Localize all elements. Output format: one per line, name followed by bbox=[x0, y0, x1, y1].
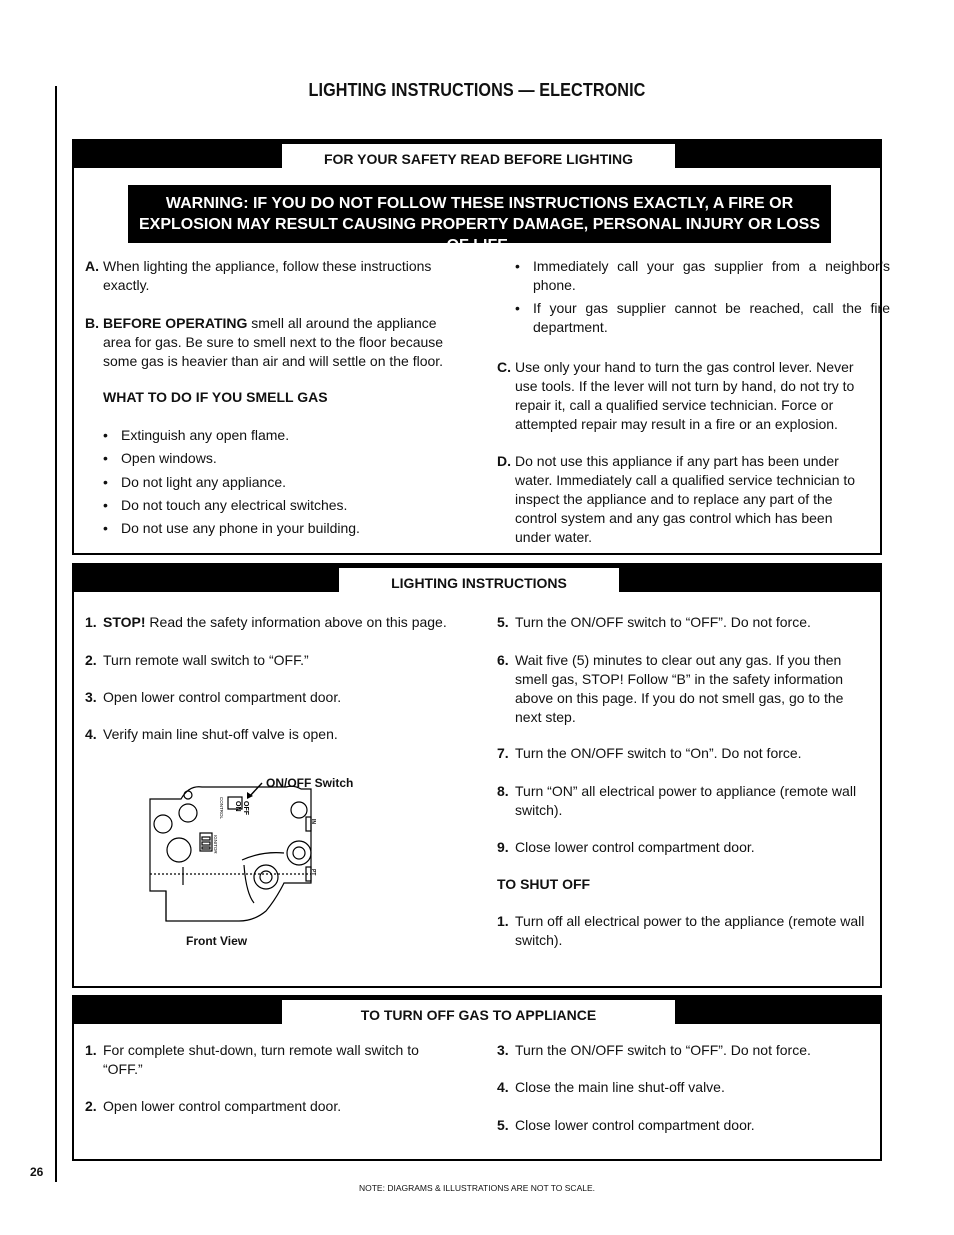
gas-valve-diagram bbox=[144, 775, 334, 935]
safety-item-d: D. Do not use this appliance if any part has been under water. Immediately call a qualified service technician to inspect the appliance and to replace any part of the control system and any gas control which has been under water. bbox=[497, 453, 856, 545]
on-label: ON bbox=[234, 801, 241, 812]
lighting-step-3: 3. Open lower control compartment door. bbox=[85, 689, 342, 705]
shut-off-step-1: 1. Turn off all electrical power to the appliance (remote wall switch). bbox=[497, 913, 865, 948]
on-off-switch-caption: ON/OFF Switch bbox=[266, 776, 354, 790]
lighting-step-7: 7. Turn the ON/OFF switch to “On”. Do not force. bbox=[497, 745, 802, 761]
safety-box bbox=[72, 139, 890, 555]
control-label: CONTROL bbox=[219, 797, 224, 820]
safety-item-c: C. Use only your hand to turn the gas control lever. Never use tools. If the lever will not turn by hand, do not try to repair it, call a qualified service technician. Force or attempted repair may result in a fire or an explosion. bbox=[497, 359, 855, 432]
turn-off-header: TO TURN OFF GAS TO APPLIANCE bbox=[282, 1000, 675, 1028]
page-title: LIGHTING INSTRUCTIONS — ELECTRONIC bbox=[308, 80, 646, 100]
shut-off-heading: TO SHUT OFF bbox=[497, 876, 591, 892]
pilot-adjust bbox=[254, 865, 278, 889]
front-view-caption: Front View bbox=[186, 934, 248, 948]
lighting-step-4: 4. Verify main line shut-off valve is open. bbox=[85, 726, 338, 742]
turn-off-step-1: 1. For complete shut-down, turn remote wall switch to “OFF.” bbox=[85, 1042, 419, 1077]
lighting-step-8: 8. Turn “ON” all electrical power to appliance (remote wall switch). bbox=[497, 783, 857, 818]
lighting-header: LIGHTING INSTRUCTIONS bbox=[339, 568, 619, 596]
margin-rule bbox=[55, 86, 57, 1182]
safety-item-a: A. When lighting the appliance, follow these instructions exactly. bbox=[85, 258, 432, 293]
lighting-step-1: 1. STOP! Read the safety information above on this page. bbox=[85, 614, 447, 630]
smell-item: • Do not light any appliance. bbox=[103, 473, 286, 492]
turn-off-step-3: 3. Turn the ON/OFF switch to “OFF”. Do not force. bbox=[497, 1042, 811, 1058]
lighting-step-5: 5. Turn the ON/OFF switch to “OFF”. Do not force. bbox=[497, 614, 811, 630]
call-supplier-item: • Immediately call your gas supplier from a neighbor’s phone. bbox=[515, 257, 890, 295]
smell-item: • Do not touch any electrical switches. bbox=[103, 496, 347, 515]
turn-off-step-2: 2. Open lower control compartment door. bbox=[85, 1098, 342, 1114]
ignitor-label: IGNITOR bbox=[213, 835, 218, 854]
off-label: OFF bbox=[242, 801, 249, 815]
lighting-step-2: 2. Turn remote wall switch to “OFF.” bbox=[85, 652, 309, 668]
valve-knob-left bbox=[167, 838, 191, 862]
lighting-header-bar bbox=[74, 565, 880, 592]
lighting-step-6: 6. Wait five (5) minutes to clear out any gas. If you then smell gas, STOP! Follow “B” in the safety information above on this page. If you do not smell gas, go to the next step. bbox=[497, 652, 844, 725]
lighting-step-9: 9. Close lower control compartment door. bbox=[497, 839, 755, 855]
turn-off-box bbox=[72, 995, 882, 1161]
turn-off-header-bar bbox=[74, 997, 880, 1024]
turn-off-step-4: 4. Close the main line shut-off valve. bbox=[497, 1079, 725, 1095]
page-number: 26 bbox=[30, 1165, 44, 1179]
safety-header: FOR YOUR SAFETY READ BEFORE LIGHTING bbox=[282, 144, 675, 172]
scale-note: NOTE: DIAGRAMS & ILLUSTRATIONS ARE NOT TO SCALE. bbox=[358, 1183, 595, 1193]
safety-item-b: B. BEFORE OPERATING smell all around the appliance area for gas. Be sure to smell next to the floor because some gas is heavier than air and will settle on the floor. bbox=[85, 315, 444, 369]
gas-inlet bbox=[287, 841, 311, 865]
smell-item: • Extinguish any open flame. bbox=[103, 426, 289, 445]
in-label: IN bbox=[310, 819, 316, 824]
smell-item: • Open windows. bbox=[103, 449, 217, 468]
warning-banner: WARNING: IF YOU DO NOT FOLLOW THESE INSTRUCTIONS EXACTLY, A FIRE OR EXPLOSION MAY RESULT CAUSING PROPERTY DAMAGE, PERSONAL INJURY OR LOSS OF LIFE. bbox=[128, 185, 831, 243]
call-fire-item: • If your gas supplier cannot be reached, call the fire department. bbox=[515, 299, 890, 337]
turn-off-step-5: 5. Close lower control compartment door. bbox=[497, 1117, 755, 1133]
safety-header-bar bbox=[74, 141, 880, 168]
pt-label: PT bbox=[310, 869, 316, 876]
lighting-box bbox=[72, 563, 882, 988]
smell-item: • Do not use any phone in your building. bbox=[103, 519, 360, 538]
smell-gas-heading: WHAT TO DO IF YOU SMELL GAS bbox=[103, 389, 328, 405]
